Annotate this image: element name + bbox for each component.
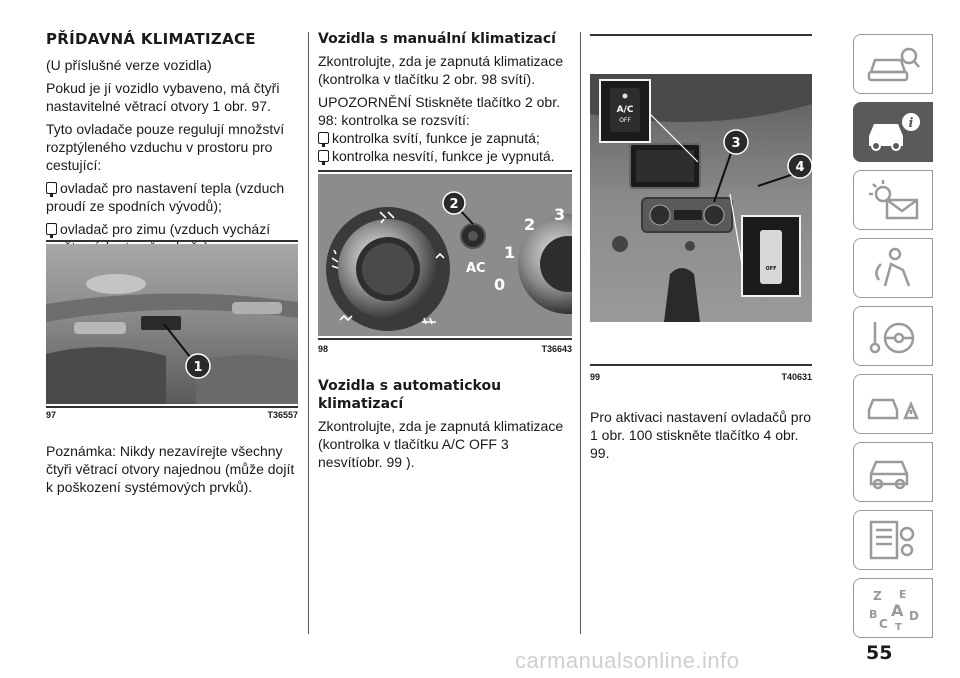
figure-code: T40631 (781, 372, 812, 382)
bullet-item: ovladač pro nastavení tepla (vzduch proudí ze spodních vývodů); (46, 180, 285, 214)
alphabet-index-icon (865, 586, 921, 630)
tab-warning-lights[interactable] (853, 170, 933, 230)
indicator-lamp-icon (318, 132, 329, 144)
figure-97-caption (46, 410, 298, 420)
tab-car-search[interactable] (853, 34, 933, 94)
paragraph: (U příslušné verze vozidla) (46, 57, 212, 73)
figure-97 (46, 240, 298, 430)
paragraph: Pokud je jí vozidlo vybaveno, má čtyři nastavitelné větrací otvory 1 obr. 97. (46, 80, 280, 114)
figure-number: 98 (318, 344, 329, 354)
figure-99-caption (590, 372, 812, 382)
paragraph: Pro aktivaci nastavení ovladačů pro 1 obr. 100 stiskněte tlačítko 4 obr. 99. (590, 409, 812, 461)
watermark: carmanualsonline.info (515, 648, 740, 673)
tab-car-info[interactable] (853, 102, 933, 162)
callout-2: 2 (449, 197, 459, 212)
ac-off-button-sublabel: OFF (619, 117, 631, 124)
svg-text:B: B (869, 608, 878, 621)
bullet-item: ovladač pro zimu (vzduch vychází (46, 220, 298, 256)
figure-number: 99 (590, 372, 601, 382)
column-divider (580, 32, 581, 634)
callout-1: 1 (193, 360, 203, 375)
callout-3: 3 (731, 136, 741, 151)
ac-label: AC (466, 261, 486, 276)
column-2 (318, 30, 572, 170)
indicator-lamp-icon (318, 150, 329, 162)
paragraph: Zkontrolujte, zda je zapnutá klimatizace (kontrolka v tlačítku A/C OFF 3 nesvítíobr. 99 ). (318, 418, 564, 470)
airbag-person-icon (865, 246, 921, 290)
column-2-lower (318, 377, 572, 476)
page-number: 55 (866, 642, 893, 664)
svg-text:T: T (895, 622, 902, 630)
figure-98 (318, 170, 572, 358)
section-title: PŘÍDAVNÁ KLIMATIZACE (46, 30, 256, 48)
fan-speed-1: 1 (504, 243, 516, 262)
paragraph: UPOZORNĚNÍ Stiskněte tlačítko 2 obr. 98: kontrolka se rozsvítí: (318, 94, 560, 128)
svg-text:D: D (909, 609, 919, 623)
fan-speed-0: 0 (494, 275, 506, 294)
specs-settings-icon (865, 518, 921, 562)
section-subtitle: Vozidla s manuální klimatizací (318, 31, 556, 47)
car-info-icon (865, 110, 921, 154)
paragraph: Zkontrolujte, zda je zapnutá klimatizace (kontrolka v tlačítku 2 obr. 98 svítí). (318, 53, 564, 87)
svg-text:C: C (879, 617, 888, 630)
svg-text:Z: Z (873, 589, 882, 603)
figure-code: T36557 (267, 410, 298, 420)
car-search-icon (865, 42, 921, 86)
tab-airbag[interactable] (853, 238, 933, 298)
figure-98-photo (318, 174, 572, 336)
fan-speed-2: 2 (524, 215, 536, 234)
figure-99-photo (590, 74, 812, 322)
tab-breakdown[interactable] (853, 374, 933, 434)
figure-99 (590, 34, 812, 394)
column-1 (46, 30, 298, 261)
inset-off-label: OFF (765, 266, 777, 272)
bullet-item: kontrolka nesvítí, funkce je vypnutá. (318, 147, 572, 165)
figure-98-caption (318, 344, 572, 354)
bullet-item: kontrolka svítí, funkce je zapnutá; (318, 129, 572, 147)
callout-4: 4 (795, 160, 805, 175)
indicator-lamp-icon (46, 182, 57, 194)
paragraph: Tyto ovladače pouze regulují množství rozptýleného vzduchu v prostoru pro cestující: (46, 121, 285, 173)
steering-key-icon (865, 314, 921, 358)
svg-text:E: E (899, 588, 907, 601)
note-paragraph: Poznámka: Nikdy nezavírejte všechny čtyři větrací otvory najednou (může dojít k poškození systémových prvků). (46, 443, 295, 495)
svg-text:i: i (908, 116, 914, 131)
car-service-icon (865, 450, 921, 494)
tab-index[interactable] (853, 578, 933, 638)
figure-number: 97 (46, 410, 57, 420)
figure-code: T36643 (541, 344, 572, 354)
figure-97-photo (46, 244, 298, 404)
car-breakdown-icon (865, 382, 921, 426)
tab-service[interactable] (853, 442, 933, 502)
tab-steering[interactable] (853, 306, 933, 366)
tab-specs[interactable] (853, 510, 933, 570)
fan-speed-3: 3 (554, 205, 566, 224)
indicator-lamp-icon (46, 223, 57, 235)
warning-lights-icon (865, 178, 921, 222)
section-subtitle: Vozidla s automatickou klimatizací (318, 378, 502, 412)
ac-off-button-label: A/C (616, 105, 634, 115)
svg-text:A: A (891, 601, 904, 620)
column-divider (308, 32, 309, 634)
